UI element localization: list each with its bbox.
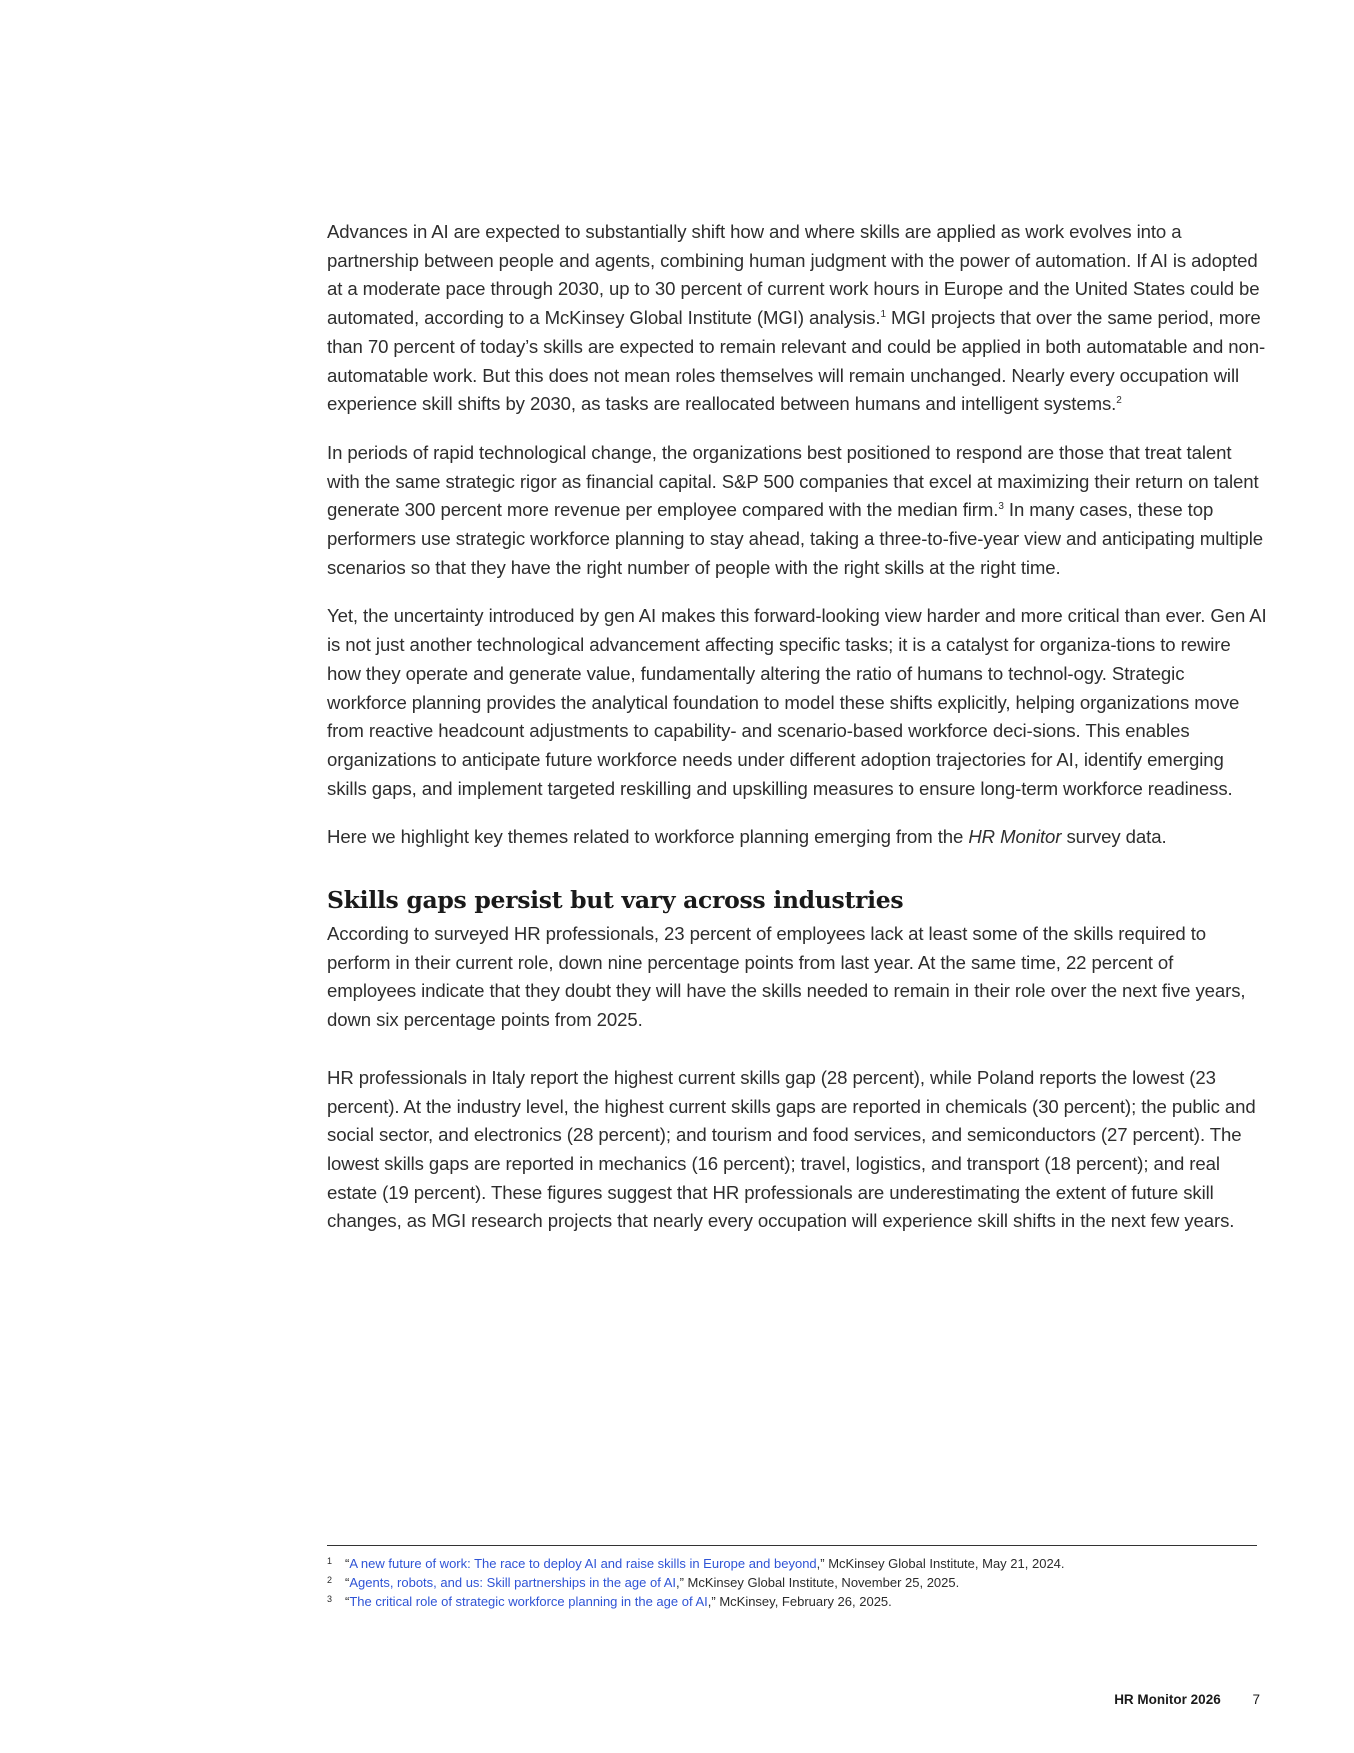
- footnote-ref-2[interactable]: 2: [1116, 395, 1122, 407]
- intro-paragraph-2: In periods of rapid technological change, the organizations best positioned to respond are those that treat talent with the same strategic rigor as financial capital. S&P 500 companies that excel at maximizing their return on talent generate 300 percent more revenue per employee compared with the median firm.$^3$ In many cases, these top performers use strategic workforce planning to stay ahead, taking a three-to-five-year view and anticipating multiple scenarios so that they have the right number of people with the right skills at the right time.: [327, 441, 1264, 578]
- footnotes: [327, 1545, 1257, 1611]
- footnote-link[interactable]: A new future of work: The race to deploy AI and raise skills in Europe and beyond: [349, 1556, 817, 1571]
- section-heading: Skills gaps persist but vary across industries: [327, 886, 904, 915]
- footnote-3: 3 “The critical role of strategic workforce planning in the age of AI,” McKinsey, February 26, 2025.: [327, 1594, 892, 1609]
- intro-paragraph-3: Yet, the uncertainty introduced by gen AI makes this forward-looking view harder and more critical than ever. Gen AI is not just another technological advancement affecting specific tasks; it is a catalyst for organiza-tions to rewire how they operate and generate value, fundamentally altering the ratio of humans to technol-ogy. Strategic workforce planning provides the analytical foundation to model these shifts explicitly, helping organizations move from reactive headcount adjustments to capability- and scenario-based workforce deci-sions. This enables organizations to anticipate future workforce needs under different adoption trajectories for AI, identify emerging skills gaps, and implement targeted reskilling and upskilling measures to ensure long-term workforce readiness.: [327, 605, 1267, 799]
- publication-title: HR Monitor 2026: [1114, 1692, 1221, 1707]
- footnote-ref-3[interactable]: 3: [998, 501, 1004, 513]
- footnote-link[interactable]: Agents, robots, and us: Skill partnerships in the age of AI: [349, 1575, 676, 1590]
- footnote-number: 2: [327, 1575, 333, 1585]
- section-paragraph-2: HR professionals in Italy report the highest current skills gap (28 percent), while Poland reports the lowest (23 percent). At the industry level, the highest current skills gaps are reported in chemicals (30 percent); the public and social sector, and electronics (28 percent); and tourism and food services, and semiconductors (27 percent). The lowest skills gaps are reported in mechanics (16 percent); travel, logistics, and transport (18 percent); and real estate (19 percent). These figures suggest that HR professionals are underestimating the extent of future skill changes, as MGI research projects that nearly every occupation will experience skill shifts in the next few years.: [327, 1066, 1256, 1232]
- footnote-link[interactable]: The critical role of strategic workforce planning in the age of AI: [349, 1594, 708, 1609]
- footnote-number: 1: [327, 1556, 333, 1566]
- footnote-1: 1 “A new future of work: The race to deploy AI and raise skills in Europe and beyond,” McKinsey Global Institute, May 21, 2024.: [327, 1556, 1065, 1571]
- main-content: [327, 218, 1267, 1256]
- page-footer: [1114, 1692, 1260, 1707]
- footnote-2: 2 “Agents, robots, and us: Skill partnerships in the age of AI,” McKinsey Global Institute, November 25, 2025.: [327, 1575, 960, 1590]
- footnote-ref-1[interactable]: 1: [880, 309, 886, 321]
- section-paragraph-1: According to surveyed HR professionals, 23 percent of employees lack at least some of the skills required to perform in their current role, down nine percentage points from last year. At the same time, 22 percent of employees indicate that they doubt they will have the skills needed to remain in their role over the next five years, down six percentage points from 2025.: [327, 923, 1246, 1031]
- intro-paragraph-1: Advances in AI are expected to substantially shift how and where skills are applied as work evolves into a partnership between people and agents, combining human judgment with the power of automation. If AI is adopted at a moderate pace through 2030, up to 30 percent of current work hours in Europe and the United States could be automated, according to a McKinsey Global Institute (MGI) analysis.$^1$ MGI projects that over the same period, more than 70 percent of today’s skills are expected to remain relevant and could be applied in both automatable and non-automatable work. But this does not mean roles themselves will remain unchanged. Nearly every occupation will experience skill shifts by 2030, as tasks are reallocated between humans and intelligent systems.$^2$: [327, 221, 1266, 415]
- footnote-number: 3: [327, 1594, 333, 1604]
- page-number: 7: [1252, 1692, 1260, 1707]
- intro-paragraph-4: Here we highlight key themes related to workforce planning emerging from the HR Monitor survey data.: [327, 826, 1167, 848]
